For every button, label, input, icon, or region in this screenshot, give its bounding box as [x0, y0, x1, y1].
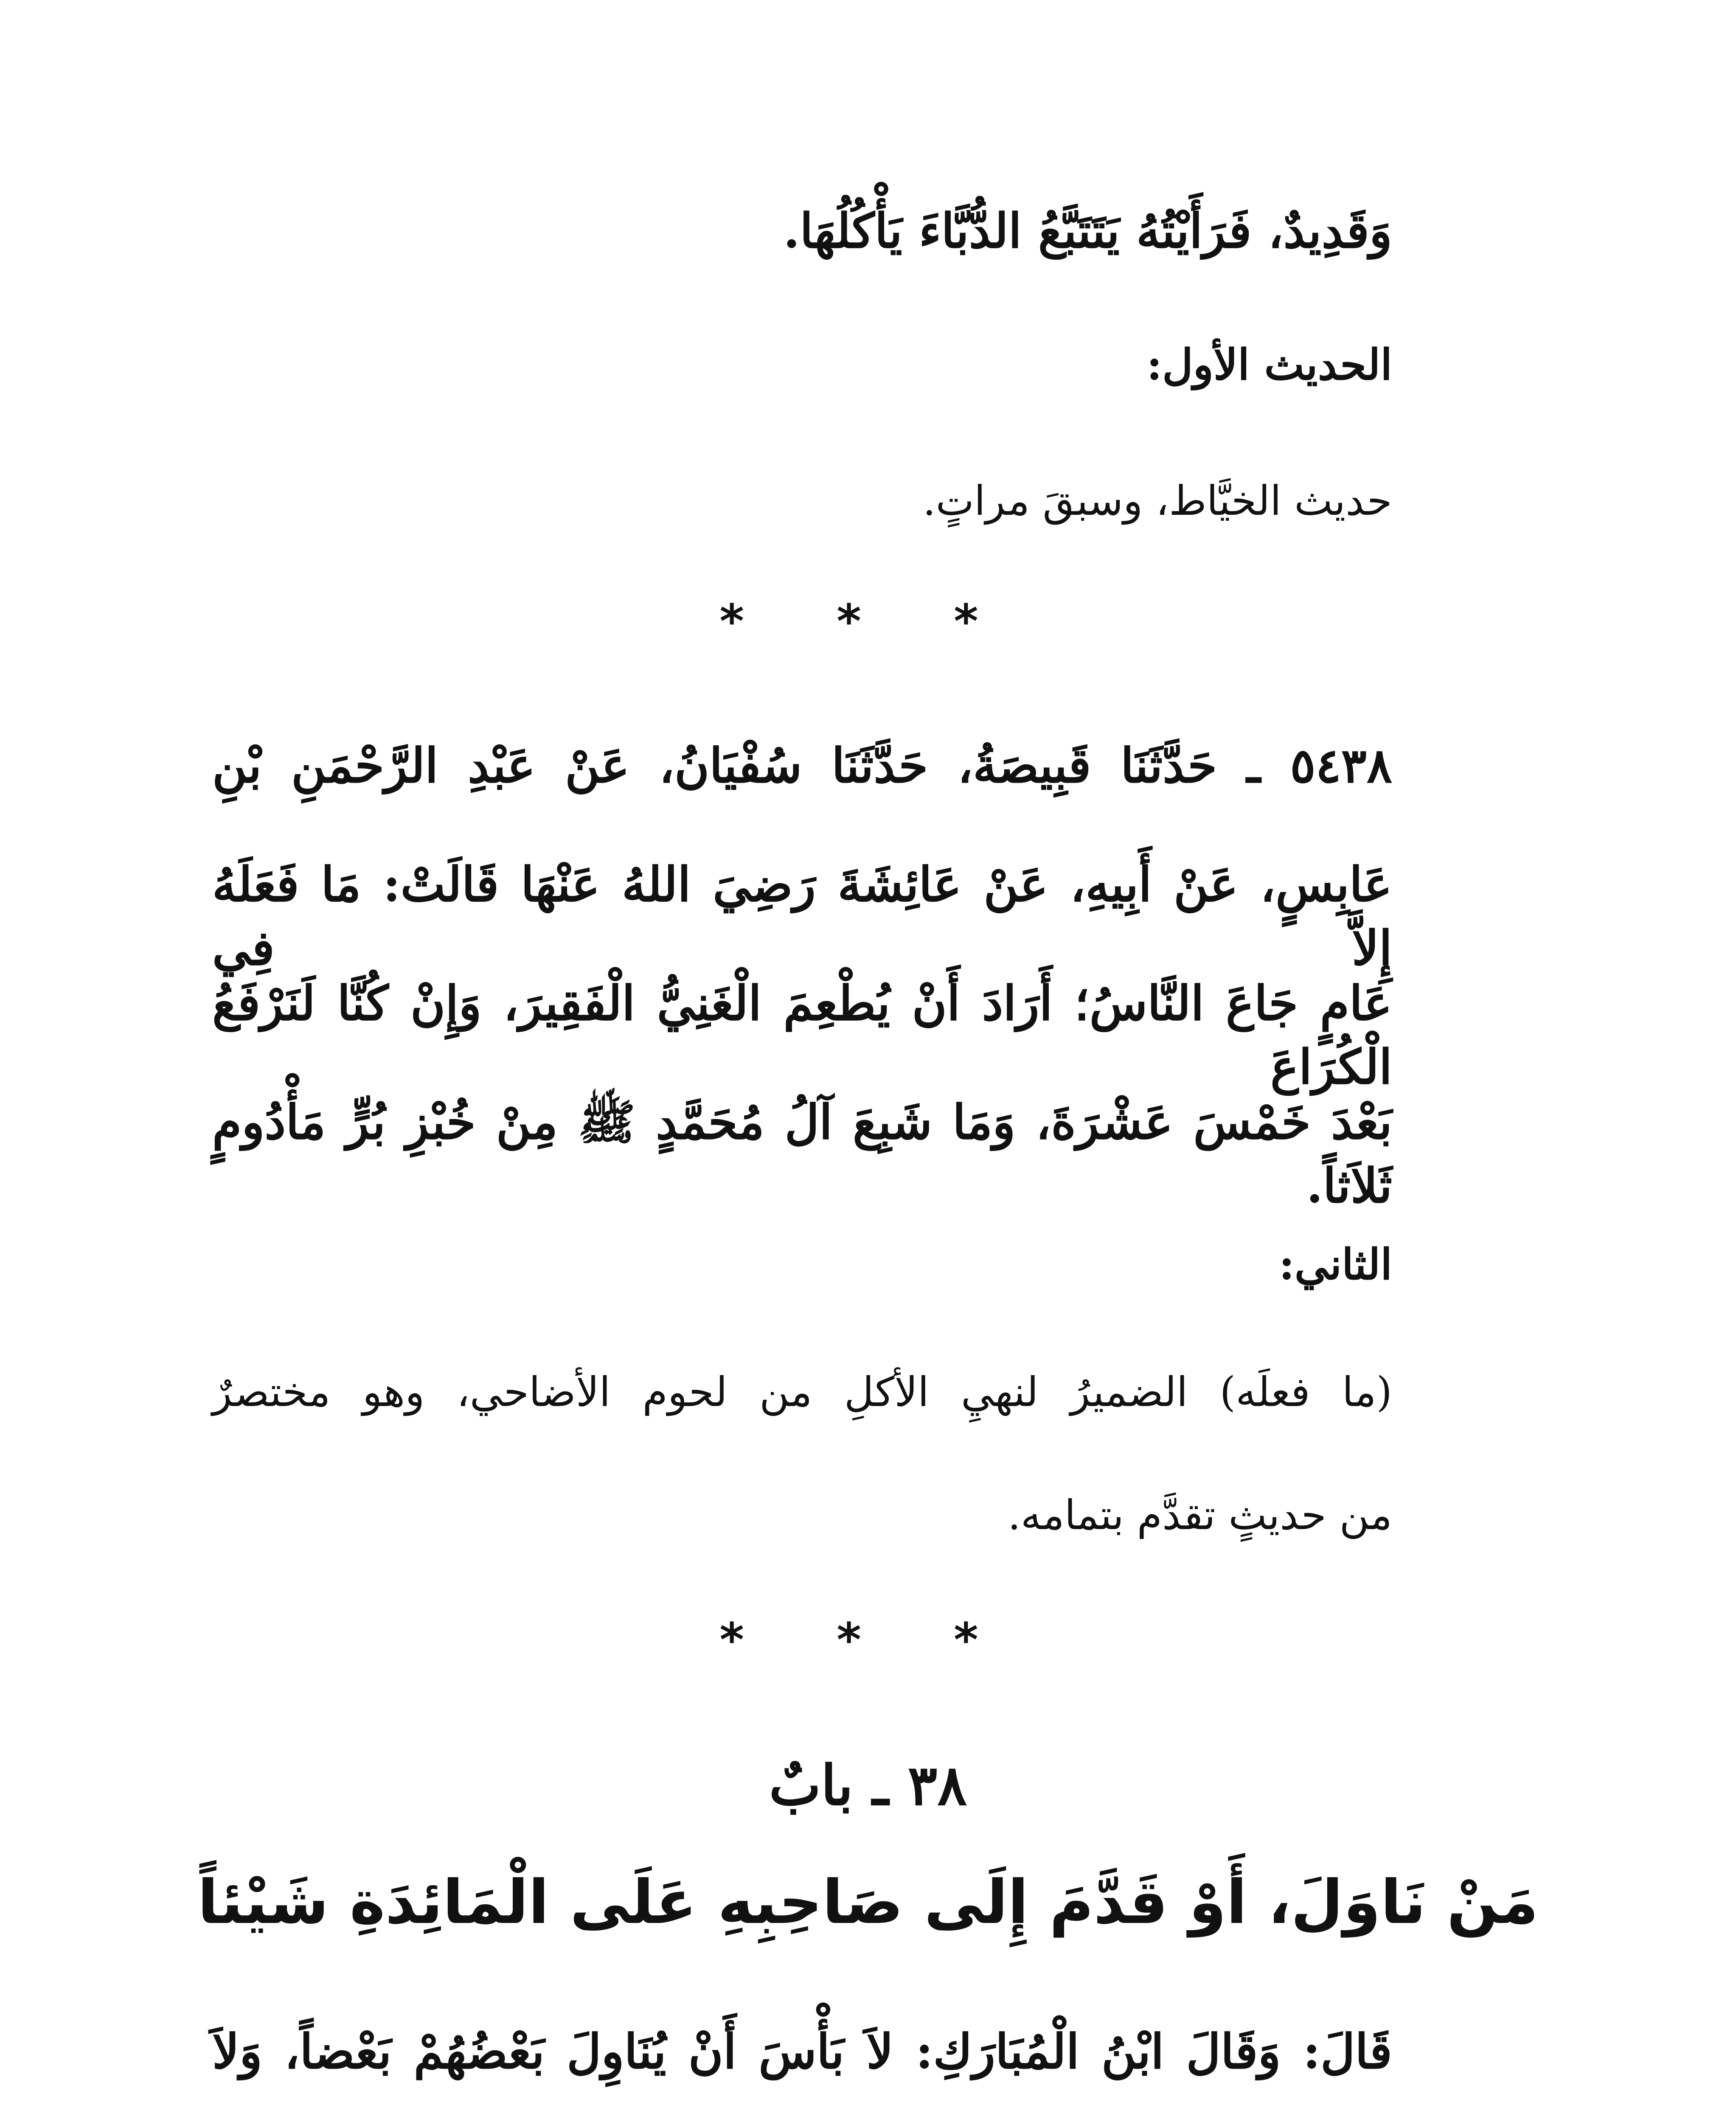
commentary-line: من حديثٍ تقدَّم بتمامه. — [1008, 1491, 1392, 1539]
hadith-5438-line-2: عَابِسٍ، عَنْ أَبِيهِ، عَنْ عَائِشَةَ رَضِيَ اللهُ عَنْهَا قَالَتْ: مَا فَعَلَهُ إِلاَّ فِي — [212, 857, 1392, 976]
commentary-heading-first: الحديث الأول: — [1146, 340, 1392, 390]
section-divider-stars: * * * — [719, 594, 1017, 648]
hadith-continuation-line: وَقَدِيدٌ، فَرَأَيْتُهُ يَتَتَبَّعُ الدُّبَّاءَ يَأْكُلُهَا. — [783, 203, 1392, 259]
hadith-5438-line-1: ٥٤٣٨ ـ حَدَّثَنَا قَبِيصَةُ، حَدَّثَنَا سُفْيَانُ، عَنْ عَبْدِ الرَّحْمَنِ بْنِ — [212, 738, 1392, 794]
chapter-title: مَنْ نَاوَلَ، أَوْ قَدَّمَ إِلَى صَاحِبِهِ عَلَى الْمَائِدَةِ شَيْئاً — [197, 1867, 1539, 1937]
chapter-quote-line-1: قَالَ: وَقَالَ ابْنُ الْمُبَارَكِ: لاَ بَأْسَ أَنْ يُنَاوِلَ بَعْضُهُمْ بَعْضاً، وَلاَ — [212, 2024, 1393, 2080]
section-divider-stars: * * * — [719, 1613, 1017, 1667]
commentary-line: حديث الخيَّاط، وسبقَ مراتٍ. — [923, 477, 1392, 525]
commentary-line: (ما فعلَه) الضميرُ لنهيِ الأكلِ من لحوم الأضاحي، وهو مختصرٌ — [212, 1368, 1392, 1416]
commentary-heading-second: الثاني: — [1279, 1239, 1392, 1289]
hadith-5438-line-3: عَامٍ جَاعَ النَّاسُ؛ أَرَادَ أَنْ يُطْعِمَ الْغَنِيُّ الْفَقِيرَ، وَإِنْ كُنَّا لَنَرْفَعُ الْكُرَاعَ — [212, 976, 1392, 1095]
chapter-number: ٣٨ ـ بابٌ — [769, 1753, 967, 1818]
hadith-5438-line-4: بَعْدَ خَمْسَ عَشْرَةَ، وَمَا شَبِعَ آلُ مُحَمَّدٍ ﷺ مِنْ خُبْزِ بُرٍّ مَأْدُومٍ ثَلاَثاً. — [212, 1095, 1392, 1214]
